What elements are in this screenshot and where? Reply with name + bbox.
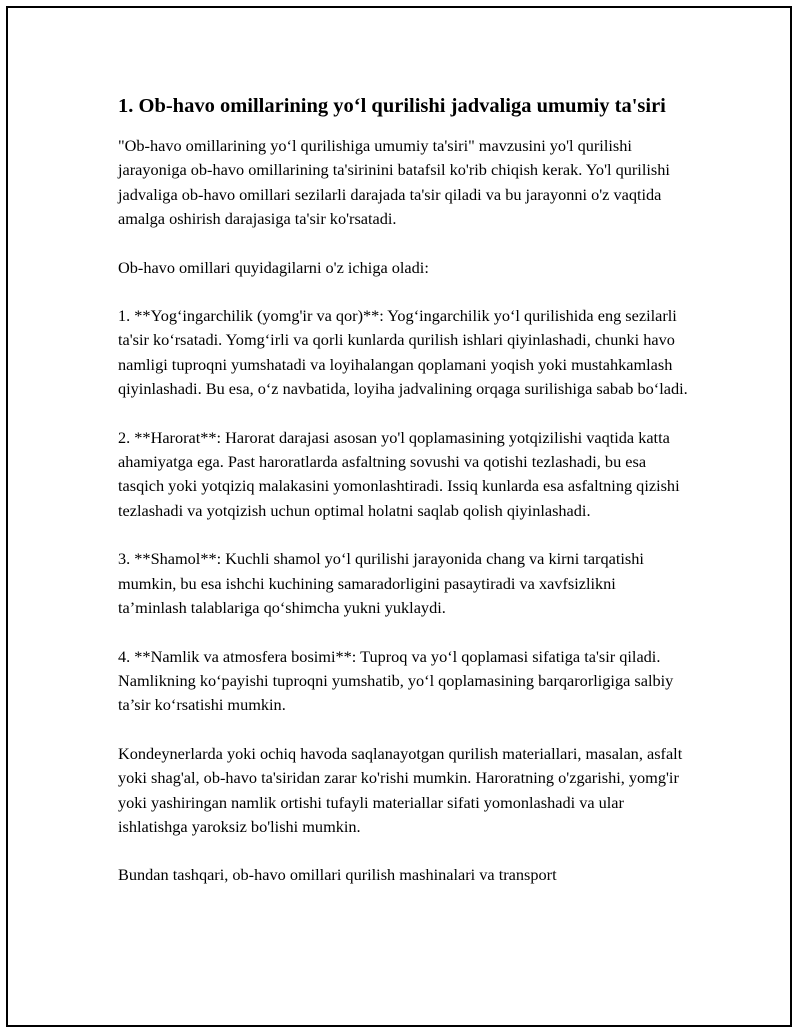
document-body: [118, 92, 688, 912]
wind-paragraph: 3. **Shamol**: Kuchli shamol yo‘l qurilishi jarayonida chang va kirni tarqatishi mumkin, bu esa ishchi kuchining samaradorligini pasaytiradi va xavfsizlikni ta’minlash talablariga qo‘shimcha yukni yuklaydi.: [118, 549, 644, 618]
humidity-paragraph: 4. **Namlik va atmosfera bosimi**: Tuproq va yo‘l qoplamasi sifatiga ta'sir qiladi. Namlikning ko‘payishi tuproqni yumshatib, yo‘l qoplamasining barqarorligiga salbiy ta’sir ko‘rsatishi mumkin.: [118, 646, 674, 715]
precipitation-paragraph: 1. **Yog‘ingarchilik (yomg'ir va qor)**: Yog‘ingarchilik yo‘l qurilishida eng sezilarli ta'sir ko‘rsatadi. Yomg‘irli va qorli kunlarda qurilish ishlari qiyinlashadi, chunki havo namligi tuproqni yumshatadi va loyihalangan qoplamani yoqish yoki mustahkamlash qiyinlashadi. Bu esa, o‘z navbatida, loyiha jadvalining orqaga surilishiga sabab bo‘ladi.: [118, 306, 688, 399]
temperature-paragraph: 2. **Harorat**: Harorat darajasi asosan yo'l qoplamasining yotqizilishi vaqtida katta ahamiyatga ega. Past haroratlarda asfaltning sovushi va qotishi tezlashadi, bu esa tasqich yoki yotqiziq malakasini yomonlashtiradi. Issiq kunlarda esa asfaltning qizishi tezlashadi va yotqizish uchun optimal holatni saqlab qolish qiyinlashadi.: [118, 427, 680, 520]
section-heading: 1. Ob-havo omillarining yo‘l qurilishi jadvaliga umumiy ta'siri: [118, 95, 666, 117]
factors-intro-paragraph: Ob-havo omillari quyidagilarni o'z ichiga oladi:: [118, 257, 429, 277]
continuation-paragraph: Bundan tashqari, ob-havo omillari qurilish mashinalari va transport: [118, 865, 557, 885]
intro-paragraph: "Ob-havo omillarining yo‘l qurilishiga umumiy ta'siri" mavzusini yo'l qurilishi jarayoniga ob-havo omillarining ta'sirinini batafsil ko'rib chiqish kerak. Yo'l qurilishi jadvaliga ob-havo omillari sezilarli darajada ta'sir qiladi va bu jarayonni o'z vaqtida amalga oshirish darajasiga ta'sir ko'rsatadi.: [118, 136, 670, 229]
materials-paragraph: Kondeynerlarda yoki ochiq havoda saqlanayotgan qurilish materiallari, masalan, asfalt yoki shag'al, ob-havo ta'siridan zarar ko'rishi mumkin. Haroratning o'zgarishi, yomg'ir yoki yashiringan namlik ortishi tufayli materiallar sifati yomonlashadi va ular ishlatishga yaroksiz bo'lishi mumkin.: [118, 743, 683, 836]
